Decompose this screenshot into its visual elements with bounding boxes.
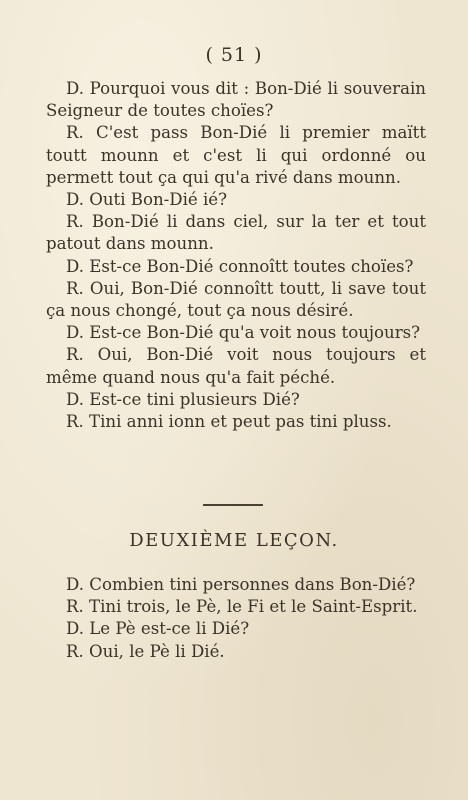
section-heading: DEUXIÈME LEÇON.: [129, 530, 339, 551]
answer-paragraph: R. Oui, Bon-Dié connoîtt toutt, li save tout ça nous chongé, tout ça nous désiré.: [46, 278, 426, 321]
question-paragraph: D. Pourquoi vous dit : Bon-Dié li souverain Seigneur de toutes choïes?: [46, 79, 426, 121]
question-paragraph: D. Le Pè est-ce li Dié?: [66, 619, 250, 639]
answer-paragraph: R. C'est pass Bon-Dié li premier maïtt toutt mounn et c'est li qui ordonné ou permett tout ça qui qu'a rivé dans mounn.: [46, 123, 426, 187]
answer-paragraph: R. Bon-Dié li dans ciel, sur la ter et tout patout dans mounn.: [46, 212, 426, 254]
question-paragraph: D. Est-ce tini plusieurs Dié?: [66, 389, 300, 409]
page-number: ( 51 ): [205, 44, 263, 66]
answer-paragraph: R. Oui, Bon-Dié voit nous toujours et même quand nous qu'a fait péché.: [46, 345, 426, 387]
question-paragraph: D. Est-ce Bon-Dié qu'a voit nous toujours?: [66, 323, 421, 343]
answer-paragraph: R. Tini anni ionn et peut pas tini pluss.: [66, 412, 392, 432]
question-paragraph: D. Outi Bon-Dié ié?: [66, 190, 228, 210]
question-paragraph: D. Est-ce Bon-Dié connoîtt toutes choïes?: [66, 256, 414, 276]
answer-paragraph: R. Oui, le Pè li Dié.: [66, 641, 225, 661]
catechism-text-second-lesson: [46, 574, 426, 663]
answer-paragraph: R. Tini trois, le Pè, le Fi et le Saint-Esprit.: [66, 597, 418, 617]
question-paragraph: D. Combien tini personnes dans Bon-Dié?: [66, 575, 416, 594]
section-divider-rule: [203, 504, 263, 506]
catechism-text-first-lesson: [46, 78, 426, 433]
